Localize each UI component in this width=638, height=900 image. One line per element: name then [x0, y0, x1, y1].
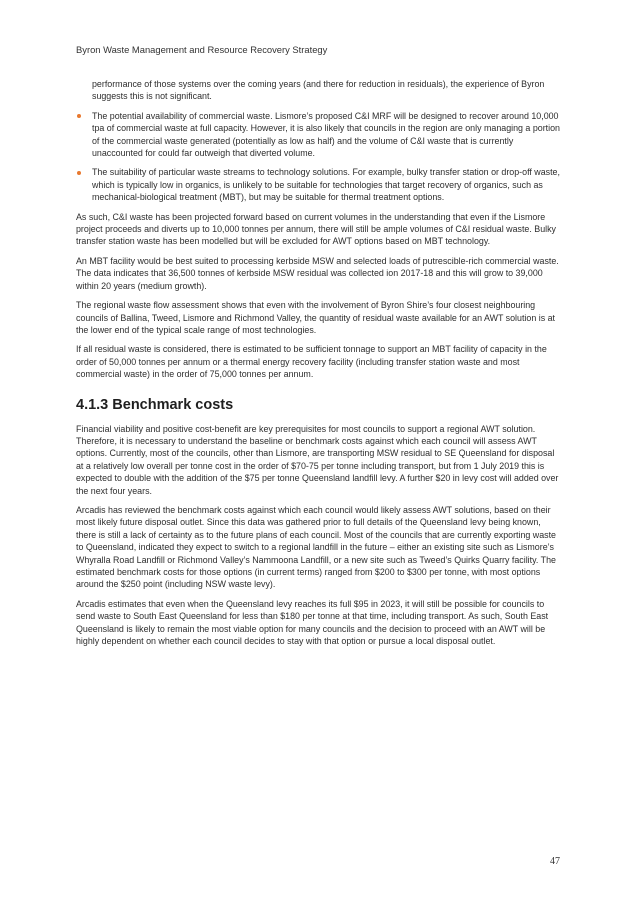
paragraph: As such, C&I waste has been projected forward based on current volumes in the understanding that even if the Lismore project proceeds and diverts up to 10,000 tonnes per annum, there will still be ample volumes of C&I residual waste. Bulky transfer station waste has been modelled but will be excluded for AWT options based on MBT technology.: [76, 211, 556, 247]
bullet-text: The suitability of particular waste streams to technology solutions. For example, bulky transfer station or drop-off waste, which is typically low in organics, is unlikely to be suitable for technologies that target recovery of organics, such as mechanical-biological treatment (MBT), but may be suitable for thermal treatment options.: [92, 167, 560, 203]
page-number: 47: [550, 856, 560, 867]
continuation-paragraph: performance of those systems over the coming years (and there for reduction in residuals), the experience of Byron suggests this is not significant.: [92, 79, 545, 102]
page-header: Byron Waste Management and Resource Recovery Strategy: [76, 44, 328, 55]
paragraph: The regional waste flow assessment shows that even with the involvement of Byron Shire’s four closest neighbouring councils of Ballina, Tweed, Lismore and Richmond Valley, the quantity of residual waste available for an AWT solution is at the lower end of the typical scale range of most technologies.: [76, 300, 556, 335]
paragraph: Arcadis estimates that even when the Queensland levy reaches its full $95 in 2023, it will still be possible for councils to send waste to South East Queensland for less than $180 per tonne at that time, including transport. As such, South East Queensland is likely to remain the most viable option for many councils and the decision to proceed with an AWT will be highly dependent on whether each council decides to stay with that option or pursue a local disposal outlet.: [76, 598, 549, 647]
bullet-item: [76, 110, 560, 160]
section-heading: 4.1.3 Benchmark costs: [76, 396, 234, 413]
paragraph: Financial viability and positive cost-benefit are key prerequisites for most councils to support a regional AWT solution. Therefore, it is necessary to understand the baseline or benchmark costs against which each council will assess AWT options. Currently, most of the councils, other than Lismore, are transporting MSW residual to SE Queensland for disposal at a relatively low overall per tonne cost in the order of $70-75 per tonne including transport, but from 1 July 2019 this is expected to double with the addition of the $75 per tonne Queensland landfill levy. A further $20 in levy cost will added over the next four years.: [76, 423, 559, 496]
document-body: [76, 78, 560, 654]
bullet-icon: [77, 171, 81, 175]
bullet-text: The potential availability of commercial waste. Lismore’s proposed C&I MRF will be designed to recover around 10,000 tpa of commercial waste at full capacity. However, it is also likely that councils in the region are only managing a portion of the commercial waste generated (potentially as low as half) and the volume of C&I waste that is currently unaccounted for could far outweigh that diverted volume.: [92, 110, 560, 159]
paragraph: If all residual waste is considered, there is estimated to be sufficient tonnage to support an MBT facility of capacity in the order of 50,000 tonnes per annum or a thermal energy recovery facility (including transfer station waste and most commercial waste) in the order of 75,000 tonnes per annum.: [76, 344, 547, 380]
bullet-item: [76, 166, 560, 203]
paragraph: Arcadis has reviewed the benchmark costs against which each council would likely assess AWT solutions, based on their most likely future disposal outlet. Since this data was gathered prior to full details of the Queensland levy being known, there is still a lack of certainty as to the future plans of each council. Most of the councils that are currently exporting waste to Queensland, indicated they expect to switch to a regional landfill in the future – either an existing site such as Lismore’s Whyralla Road Landfill or Richmond Valley’s Nammoona Landfill, or a new site such as Tweed’s Quirks Quarry facility. The estimated benchmark costs for those options (in current terms) ranged from $200 to $300 per tonne, with most options around the $250 point (including NSW waste levy).: [76, 504, 556, 590]
bullet-icon: [77, 114, 81, 118]
paragraph: An MBT facility would be best suited to processing kerbside MSW and selected loads of putrescible-rich commercial waste. The data indicates that 36,500 tonnes of kerbside MSW residual was collected ion 2017-18 and this will grow to 39,000 within 20 years (medium growth).: [76, 255, 559, 291]
